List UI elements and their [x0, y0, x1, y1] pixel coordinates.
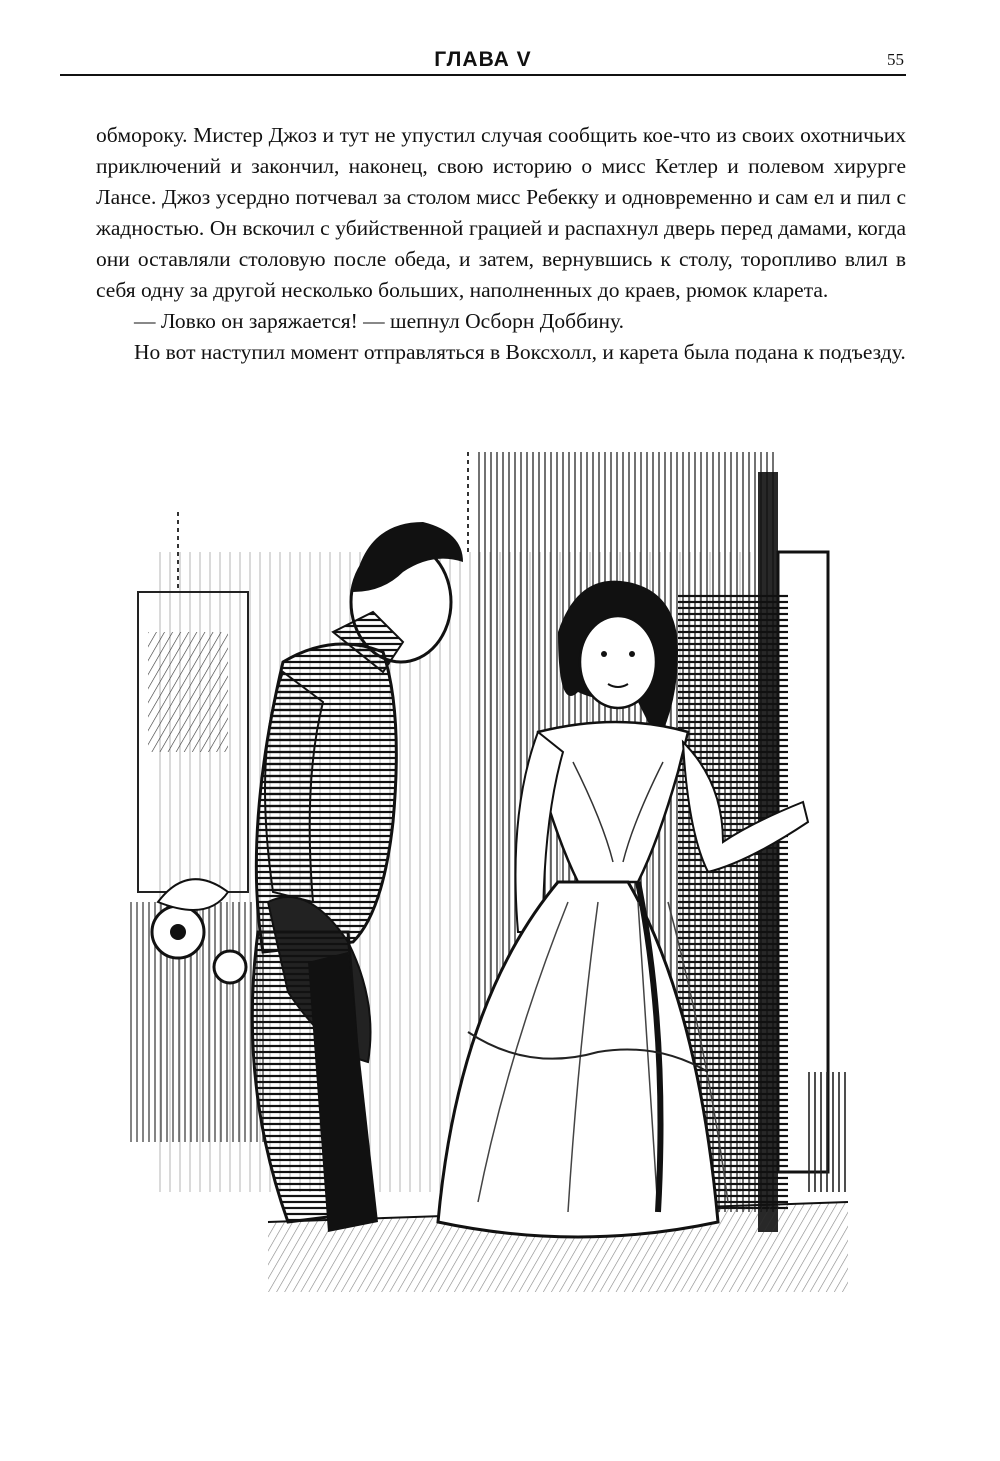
- paragraph-3: Но вот наступил момент отправляться в Воксхолл, и карета была подана к подъезду.: [134, 340, 906, 364]
- body-text: [96, 120, 906, 368]
- engraving-illustration: [118, 432, 858, 1292]
- engraving-officer-and-lady-at-doorway-icon: [118, 432, 858, 1292]
- page-header: [60, 46, 906, 76]
- paragraph-1: обмороку. Мистер Джоз и тут не упустил случая сообщить кое-что из своих охотничьих приключений и закончил, наконец, свою историю о мисс Кетлер и полевом хирурге Лансе. Джоз усердно потчевал за столом мисс Ребекку и одновременно и сам ел и пил с жадностью. Он вскочил с убийственной грацией и распахнул дверь перед дамами, когда они оставляли столовую после обеда, и затем, вернувшись к столу, торопливо влил в себя одну за другой несколько больших, наполненных до краев, рюмок кларета.: [96, 123, 906, 302]
- paragraph-2: — Ловко он заряжается! — шепнул Осборн Доббину.: [134, 309, 624, 333]
- page-number: 55: [887, 50, 904, 69]
- chapter-title: ГЛАВА V: [434, 48, 532, 71]
